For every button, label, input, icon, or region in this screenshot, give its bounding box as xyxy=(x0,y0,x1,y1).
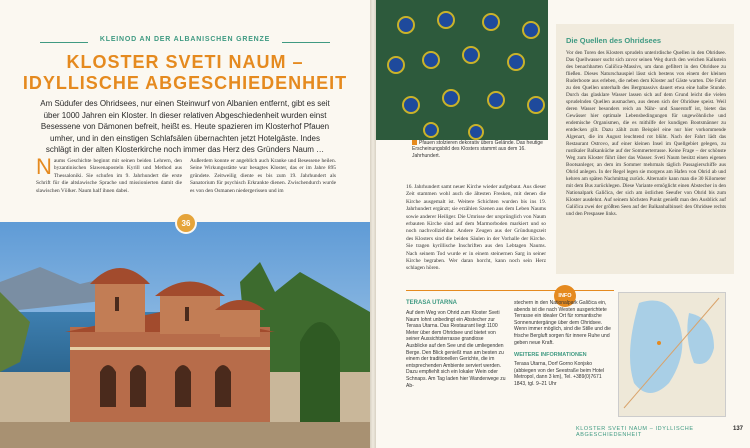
right-page xyxy=(376,0,750,448)
body-column-1 xyxy=(36,154,182,195)
page-badge: 36 xyxy=(175,212,197,234)
info-column-2: stechern in den Nationalpark Galičica ein, abends ist die nach Westen ausgerichtete Terrasse ein idealer Ort für romantische Sonnenuntergänge über dem Ohridsee. Wenn immer möglich, sind die Stille und die frische Bergluft sorgen für innere Ruhe und geben neue Kraft. xyxy=(514,300,611,346)
peacock-illustration xyxy=(376,0,548,140)
monastery-illustration xyxy=(0,222,370,448)
monastery-photo xyxy=(0,222,370,448)
sidebar-title: Die Quellen des Ohridsees xyxy=(566,36,662,45)
left-page xyxy=(0,0,370,448)
title-line-2: IDYLLISCHE ABGESCHIEDENHEIT xyxy=(22,73,348,93)
info-address: Terasa Utarna, Dorf Gorno Konjsko (abbiegen von der Seestraße beim Hotel Metropol, dann 3 km), Tel. +389(0)7671 1843, tgl. 9–21 Uhr xyxy=(514,361,605,387)
map-image xyxy=(618,292,726,417)
photo-caption xyxy=(412,140,547,159)
body-column-2: Außerdem konnte er angeblich auch Kranke und Besessene heilen. Seine Wirkungsstätte war besagtes Kloster, das er im Jahre 895 gründete. Zeitweilig diente es bis zum 19. Jahrhundert als Sanatorium für psychisch Erkrankte dienen. Zwischendurch wurde es von den Osmanen niedergerissen und im xyxy=(190,158,336,194)
photo-caption-text: Pfauen stolzieren dekorativ übers Gelände. Das heutige Erscheinungsbild des Klosters stammt aus dem 16. Jahrhundert. xyxy=(412,140,543,159)
running-footer: KLOSTER SVETI NAUM – IDYLLISCHE ABGESCHIEDENHEIT xyxy=(576,426,694,438)
title-line-1: KLOSTER SVETI NAUM – xyxy=(66,52,304,72)
map-illustration xyxy=(619,293,726,417)
info-subtitle: WEITERE INFORMATIONEN xyxy=(514,352,587,358)
peacock-photo xyxy=(376,0,548,140)
body-column-3: 16. Jahrhundert samt neuer Kirche wieder aufgebaut. Aus dieser Zeit stammen wohl auch die ältesten Fresken, mit denen die Kirche ausgemalt ist. Weitere Schichten wurden bis ins 19. Jahrhundert ergänzt; sie erzählen Szenen aus dem Leben Naums sowie anderer Heiliger. Die Umrisse der ursprünglich von Naum erbauten Kirche sind auf dem Marmorboden markiert und so noch nachvollziehbar. Andere Zeugen aus der Gründungszeit des Klosters sind die beiden Säulen in der Vorhalle der Kirche. Sie tragen kyrillische Inschriften aus den Lebtagen Naums. Nach seinem Tod wurde er in einem steinernen Sarg in seiner Kirche begraben. Wer daran horcht, kann noch sein Herz schlagen hören. xyxy=(406,184,546,272)
info-title: TERASA UTARNA xyxy=(406,300,457,306)
drop-cap: N xyxy=(36,154,52,179)
body-column-1-text: aums Geschichte beginnt mit seinen beiden Lehrern, den byzantinischen Slawenaposteln Kyrill und Method aus Thessaloniki. Sie schufen im 9. Jahrhundert die erste Schrift für die altslawische Sprache und missionierten damit die slawischen Völker. Naum half ihnen dabei. xyxy=(36,158,182,194)
kicker: KLEINOD AN DER ALBANISCHEN GRENZE xyxy=(99,36,271,43)
sidebar-text: Vor den Toren des Klosters sprudeln unterirdische Quellen in den Ohridsee. Das Quellwasser sucht sich zuvor seinen Weg durch den weichen Kalkstein des benachbarten Galičica-Massivs, um dann gefiltert in den Ohridsee zu fließen. Dieses Naturschauspiel lässt sich bestens von einem der kleinen Ruderboote aus erleben, die neben dem Kloster auf Gäste warten. Die Fahrt zu den Quellen unterhalb des Bergmassivs dauert etwa eine halbe Stunde. Durch das glasklare Wasser lassen sich auf dem Grund leicht die vielen sprudelnden Quellen ausmachen, aus denen sich der Ohridsee speist. Weil deren Wasser besonders reich an Nähr- und Sauerstoff ist, bietet das Gewässer hier optimale Lebensbedingungen für ungewöhnliche und endemische Organismen, die es mithilfe der kundigen Bootsmänner zu entdecken gilt. Dazu zählt zum Beispiel eine nur hier vorkommende Algenart, die im August leuchtend rot blüht. Nach der Fahrt lädt das Restaurant Ostrovo, auf einer kleinen Insel im Quellgebiet gelegen, zu rustikaler Balkanküche auf der Sommerterrasse. Keine Frage – der schönste Weg zum Kloster führt über das Wasser. Sveti Naum besitzt einen eigenen Bootsanleger, an dem im Sommer mehrmals täglich Passagierschiffe aus Ohrid anlegen. In der Regel legen sie morgens am Hafen von Ohrid ab und kehren am späten Nachmittag zurück. Alternativ kann man die 30 Kilometer mit dem Bus zurücklegen. Diese Variante ermöglicht einen Abstecher in den Nationalpark Galičica, der sich am östlichen Seeufer von Ohrid bis zum Kloster ausdehnt. Auf seinem höchsten Punkt genießt man den Ausblick auf Galičica zwei der größten Seen auf der Balkanhalbinsel: den Ohridsee rechts und den Prespasee links. xyxy=(566,50,726,217)
caption-marker-icon xyxy=(412,140,417,145)
info-badge: INFO xyxy=(554,285,576,307)
lead-paragraph: Am Südufer des Ohridsees, nur einen Steinwurf von Albanien entfernt, gibt es seit über 1000 Jahren ein Kloster. In dieser relativen Abgeschiedenheit wurden einst Besessene von Dämonen befreit, heißt es. Heute spazieren im Klosterhof Pfauen umher, und in den einstigen Schlafsälen übernachten jetzt Hotelgäste. Indes schlägt in der alten Klosterkirche noch immer das Herz des Gründers Naum … xyxy=(40,99,330,154)
info-column-1: Auf dem Weg von Ohrid zum Kloster Sveti Naum lohnt unbedingt ein Abstecher zur Terasa Utarna. Das Restaurant liegt 1100 Meter über dem Ohridsee und bietet von seiner Aussichtsterrasse grandiose Ausblicke auf den See und die umliegenden Berge. Den Blick genießt man am besten zu einem der traditionellen Gerichte, die im entsprechenden Ambiente serviert werden. Dazu empfiehlt sich ein lokaler Wein oder Schnaps. Am Tag laden hier Wanderwege zu Ab- xyxy=(406,310,506,389)
page-number: 137 xyxy=(733,426,744,432)
